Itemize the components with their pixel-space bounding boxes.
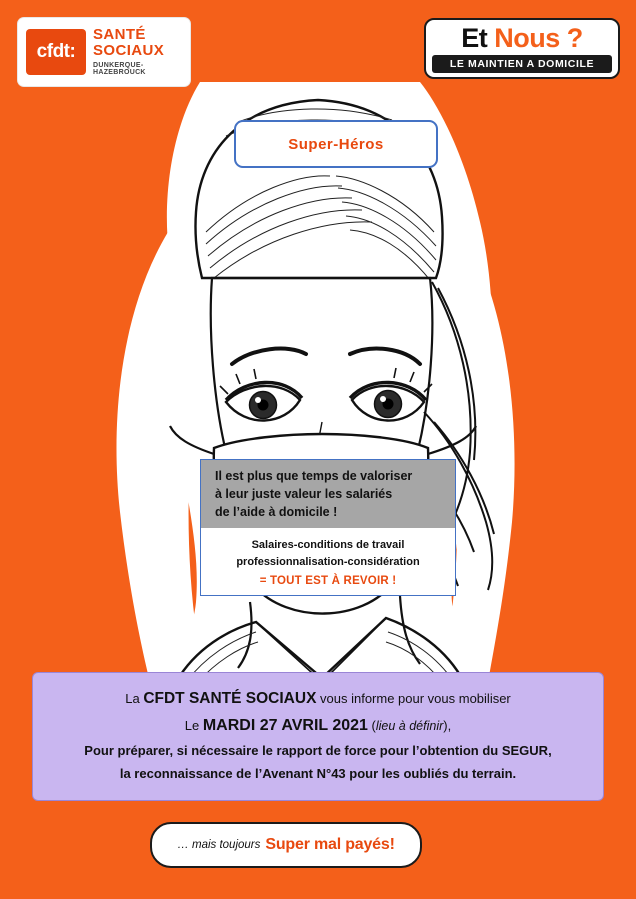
cfdt-badge: cfdt: <box>26 29 86 75</box>
bottom-bubble <box>150 822 422 868</box>
message-sub-line-2: professionnalisation-considération <box>236 555 420 568</box>
banner-subtitle: LE MAINTIEN A DOMICILE <box>432 55 612 73</box>
info-line-1 <box>43 685 593 712</box>
message-highlight <box>201 460 455 528</box>
info-line-2-paren-open: ( <box>367 718 376 734</box>
banner-title-suffix: Nous ? <box>494 23 583 53</box>
message-lower <box>201 528 455 595</box>
info-line-1-prefix: La <box>125 691 144 706</box>
info-line-2-date: MARDI 27 AVRIL 2021 <box>202 717 368 735</box>
central-message-box <box>200 459 456 596</box>
message-sub-line-1: Salaires-conditions de travail <box>251 539 405 552</box>
hero-bubble-label: Super-Héros <box>288 135 384 153</box>
info-line-2 <box>43 712 593 740</box>
message-highlight-line-2: à leur juste valeur les salariés <box>215 486 393 501</box>
info-line-3: Pour préparer, si nécessaire le rapport de force pour l’obtention du SEGUR, <box>84 743 552 759</box>
info-line-4: la reconnaissance de l’Avenant N°43 pour les oubliés du terrain. <box>119 765 517 781</box>
info-line-1-suffix: vous informe pour vous mobiliser <box>316 691 511 706</box>
message-highlight-line-1: Il est plus que temps de valoriser <box>215 469 413 483</box>
logo-union-name: SANTÉ SOCIAUX <box>93 26 165 60</box>
message-highlight-line-3: de l’aide à domicile ! <box>215 504 338 519</box>
info-line-2-italic: lieu à définir <box>375 719 444 734</box>
top-right-banner <box>424 18 620 79</box>
message-conclusion: = TOUT EST À REVOIR ! <box>259 575 397 588</box>
info-line-1-bold: CFDT SANTÉ SOCIAUX <box>143 690 317 707</box>
banner-title <box>432 25 612 52</box>
logo-text-block <box>93 27 182 76</box>
hero-bubble <box>234 120 438 168</box>
info-line-2-prefix: Le <box>184 718 203 734</box>
info-line-2-paren-close: ), <box>443 718 452 734</box>
logo-section-name: DUNKERQUE-HAZEBROUCK <box>93 61 146 77</box>
cfdt-logo <box>18 18 190 86</box>
banner-title-prefix: Et <box>461 23 488 53</box>
bottom-bubble-italic: … mais toujours <box>177 839 261 851</box>
bottom-bubble-bold: Super mal payés! <box>265 836 395 853</box>
info-panel <box>32 672 604 801</box>
